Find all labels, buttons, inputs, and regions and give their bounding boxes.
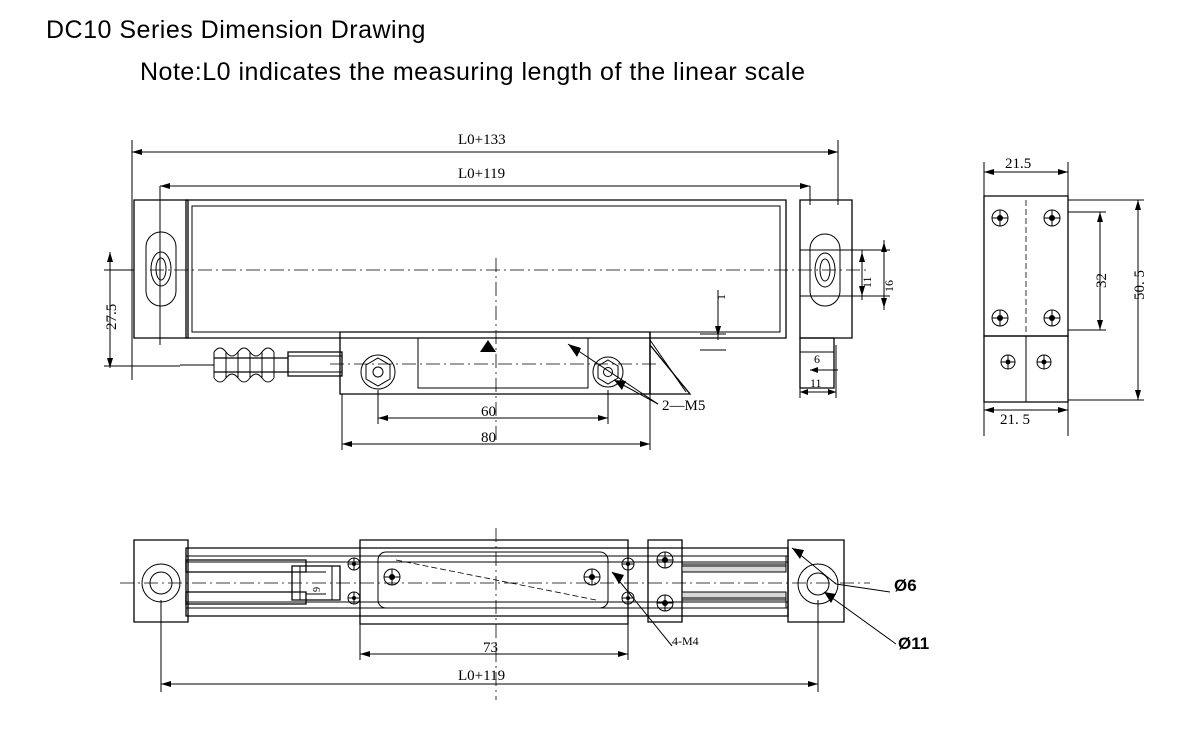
dim-label-side-32: 32	[1094, 273, 1110, 288]
page-subtitle-note: Note:L0 indicates the measuring length of the linear scale	[140, 58, 806, 86]
dim-label-60: 60	[481, 404, 496, 420]
dim-label-6-bracket: 6	[814, 352, 820, 366]
page-title: DC10 Series Dimension Drawing	[46, 16, 426, 44]
dim-label-11-right: 11	[860, 276, 874, 288]
dim-label-4-m4: 4-M4	[672, 634, 699, 648]
dim-label-1-right: 1	[714, 294, 728, 300]
dim-label-height-left: 27.5	[104, 303, 120, 330]
dim-label-2-m5: 2—M5	[662, 398, 706, 414]
dim-label-dia-11: Ø11	[898, 634, 930, 653]
dim-label-side-bottom-21-5: 21. 5	[1000, 412, 1030, 428]
dim-label-top-overall: L0+133	[458, 132, 506, 148]
dim-label-80: 80	[481, 430, 496, 446]
dim-label-top-inner: L0+119	[458, 166, 506, 182]
dim-label-side-top-21-5: 21.5	[1005, 156, 1032, 172]
dim-label-bottom-l0-119: L0+119	[458, 668, 506, 684]
dim-label-dia-6: Ø6	[894, 576, 917, 595]
dim-label-11-bracket: 11	[810, 376, 822, 390]
dim-label-bottom-small-9: 9	[312, 587, 323, 592]
dim-label-73: 73	[483, 640, 498, 656]
dim-label-side-50-5: 50. 5	[1132, 270, 1148, 300]
dim-label-16-right: 16	[882, 280, 896, 292]
